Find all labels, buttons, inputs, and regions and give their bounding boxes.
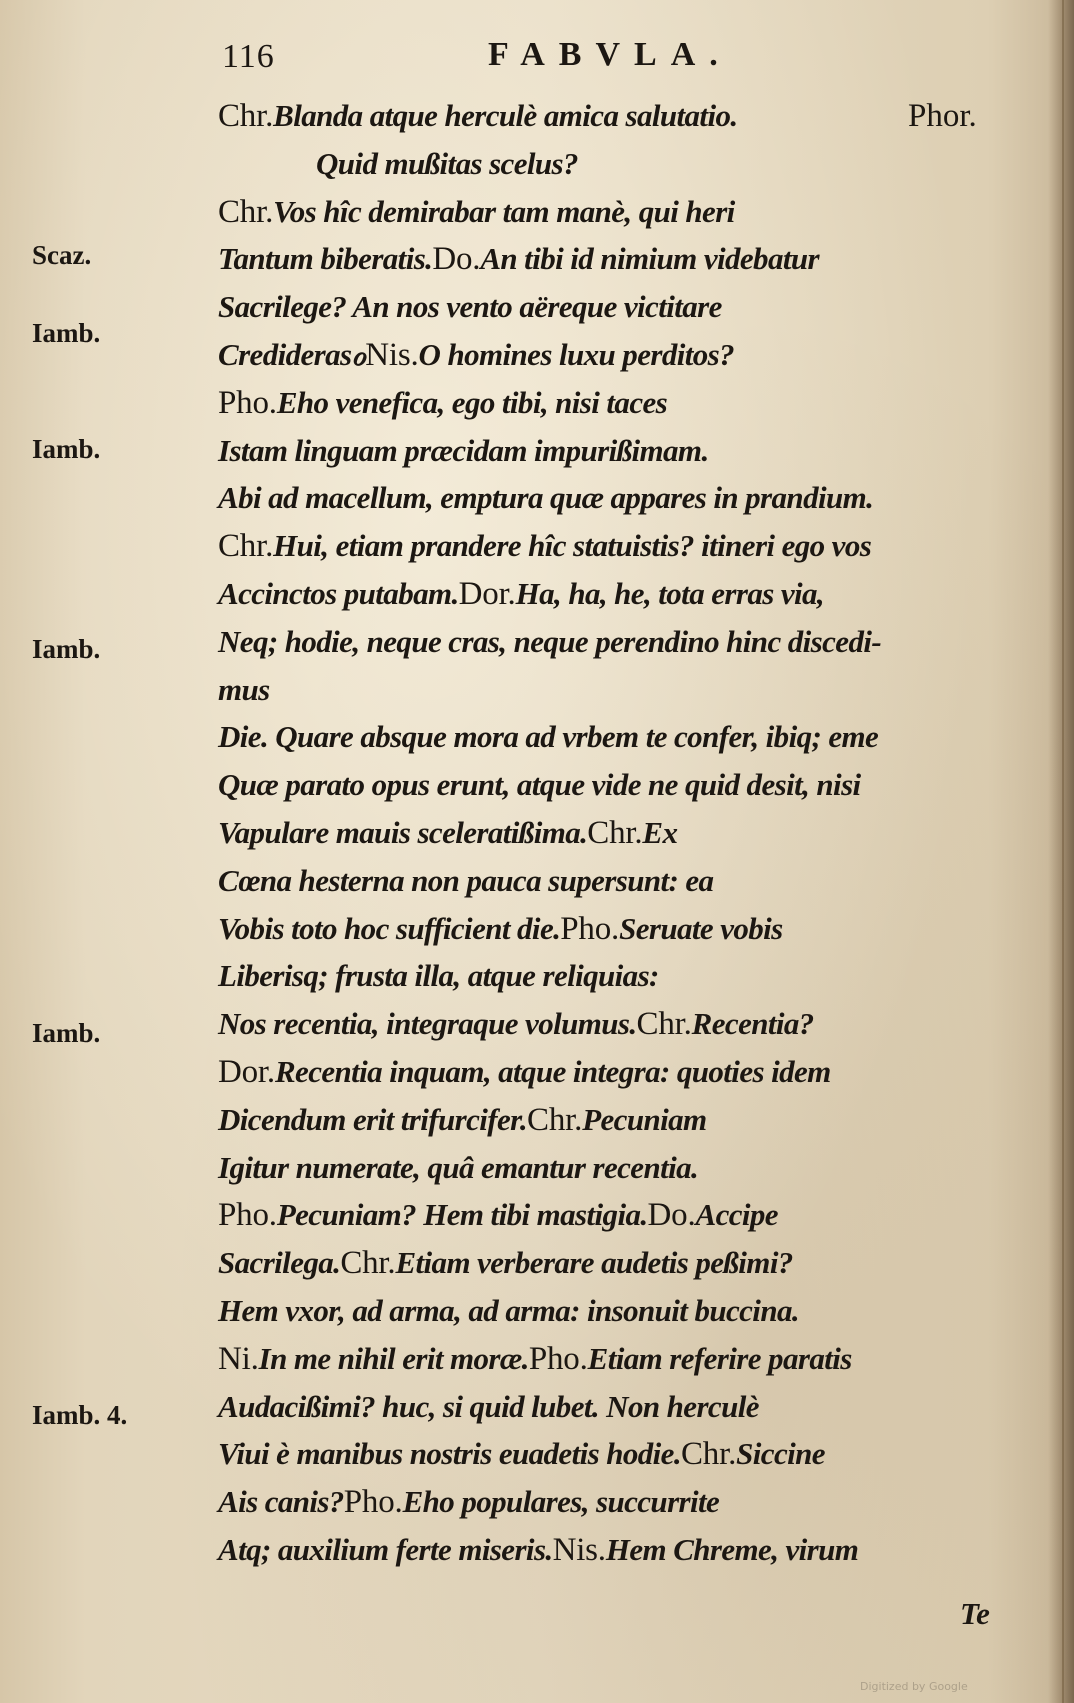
digitization-watermark: Digitized by Google <box>860 1680 968 1693</box>
verse-text: Vos hîc demirabar tam manè, qui heri <box>273 194 735 229</box>
verse-text: Sacrilege? An nos vento aëreque victitare <box>218 289 722 324</box>
verse-line <box>218 427 709 475</box>
margin-note-iambic: Iamb. <box>32 634 101 664</box>
speaker-label: Pho. <box>560 911 620 947</box>
verse-line <box>218 1383 759 1431</box>
verse-line <box>218 283 722 331</box>
verse-line <box>218 1430 825 1478</box>
verse-line <box>218 1239 793 1287</box>
speaker-label: Chr. <box>340 1245 396 1281</box>
verse-text: Sacrilega. <box>218 1245 341 1280</box>
verse-line <box>218 952 659 1000</box>
verse-line <box>218 857 713 905</box>
verse-text: Vobis toto hoc sufficient die. <box>218 911 561 946</box>
speaker-label: Chr. <box>587 815 643 851</box>
margin-note-iambic: Iamb. <box>32 318 101 348</box>
verse-line <box>218 92 738 140</box>
verse-text: Siccine <box>736 1436 825 1471</box>
verse-text: Abi ad macellum, emptura quæ appares in prandium. <box>218 480 874 515</box>
margin-note-iambic: Iamb. <box>32 434 101 464</box>
verse-text: Eho populares, succurrite <box>402 1484 720 1519</box>
speaker-label: Do. <box>432 241 481 277</box>
verse-text: Die. Quare absque mora ad vrbem te confer, ibiq; eme <box>218 719 879 754</box>
verse-text: Ais canis? <box>218 1484 344 1519</box>
verse-line <box>218 761 861 809</box>
verse-text: Recentia? <box>691 1006 814 1041</box>
verse-text: Vapulare mauis sceleratißima. <box>218 815 588 850</box>
verse-line <box>218 618 881 666</box>
verse-line <box>218 474 873 522</box>
margin-note-scazon: Scaz. <box>32 240 92 270</box>
speaker-label: Chr. <box>680 1436 737 1472</box>
speaker-label: Chr. <box>218 194 274 230</box>
verse-text: Recentia inquam, atque integra: quoties idem <box>274 1054 831 1089</box>
verse-text: Etiam verberare audetis peßimi? <box>395 1245 793 1280</box>
verse-text: Viui è manibus nostris euadetis hodie. <box>218 1436 681 1471</box>
verse-text: Etiam referire paratis <box>587 1341 852 1376</box>
speaker-label: Nis. <box>365 337 419 373</box>
speaker-label-phor: Phor. <box>908 98 977 134</box>
verse-text: Tantum biberatis. <box>218 241 433 276</box>
verse-text: Ex <box>642 815 678 850</box>
verse-text: Pecuniam <box>582 1102 707 1137</box>
verse-line <box>218 713 878 761</box>
verse-text: Audacißimi? huc, si quid lubet. Non herculè <box>218 1389 759 1424</box>
verse-line <box>218 1335 852 1383</box>
catchword: Te <box>960 1596 990 1631</box>
verse-text: Hui, etiam prandere hîc statuistis? itineri ego vos <box>273 528 872 563</box>
verse-line <box>316 140 578 188</box>
page-edge-line <box>1062 0 1064 1703</box>
verse-text: Igitur numerate, quâ emantur recentia. <box>218 1150 699 1185</box>
page-edge-shadow <box>1048 0 1074 1703</box>
verse-line <box>218 522 871 570</box>
verse-text: O homines luxu perditos? <box>418 337 735 372</box>
verse-line <box>218 570 824 618</box>
verse-line <box>218 188 735 236</box>
verse-text: An tibi id nimium videbatur <box>480 241 819 276</box>
verse-line <box>218 1096 707 1144</box>
verse-text: Istam linguam præcidam impurißimam. <box>218 433 709 468</box>
verse-line <box>218 1048 831 1096</box>
verse-text: Dicendum erit trifurcifer. <box>218 1102 528 1137</box>
speaker-label: Do. <box>647 1197 696 1233</box>
verse-text: Ha, ha, he, tota erras via, <box>515 576 825 611</box>
speaker-label: Dor. <box>218 1054 275 1090</box>
verse-text: In me nihil erit moræ. <box>258 1341 529 1376</box>
verse-line <box>218 1191 778 1239</box>
verse-text: Blanda atque herculè amica salutatio. <box>273 98 738 133</box>
verse-text: Liberisq; frusta illa, atque reliquias: <box>218 958 659 993</box>
verse-text: Cœna hesterna non pauca supersunt: ea <box>218 863 714 898</box>
verse-text: Seruate vobis <box>619 911 783 946</box>
verse-text: Hem Chreme, virum <box>605 1532 859 1567</box>
running-head: FABVLA. <box>488 36 732 73</box>
verse-line <box>218 1287 799 1335</box>
verse-text: Accipe <box>695 1197 778 1232</box>
speaker-label: Chr. <box>636 1006 692 1042</box>
speaker-label: Ni. <box>218 1341 259 1377</box>
speaker-label: Pho. <box>218 1197 277 1233</box>
verse-text: Quæ parato opus erunt, atque vide ne quid desit, nisi <box>218 767 861 802</box>
speaker-label: Pho. <box>528 1341 588 1377</box>
verse-text: Nos recentia, integraque volumus. <box>218 1006 637 1041</box>
verse-line <box>218 905 783 953</box>
verse-text: Atq; auxilium ferte miseris. <box>218 1532 553 1567</box>
margin-note-iambic-4: Iamb. 4. <box>32 1400 128 1430</box>
verse-line <box>218 809 677 857</box>
verse-line <box>218 235 819 283</box>
verse-line <box>218 331 734 379</box>
verse-line <box>218 666 270 714</box>
verse-text: Quid mußitas scelus? <box>316 146 578 181</box>
speaker-label: Dor. <box>458 576 516 612</box>
verse-text: Accinctos putabam. <box>218 576 459 611</box>
verse-line <box>218 1526 858 1574</box>
speaker-label: Chr. <box>218 98 274 134</box>
verse-line <box>218 1144 698 1192</box>
margin-note-iambic: Iamb. <box>32 1018 101 1048</box>
verse-text: mus <box>218 672 270 707</box>
verse-text: Crediderasℴ <box>218 337 366 372</box>
verse-text: Hem vxor, ad arma, ad arma: insonuit buccina. <box>218 1293 800 1328</box>
page-number: 116 <box>222 38 275 75</box>
speaker-label: Nis. <box>552 1532 606 1568</box>
speaker-label: Chr. <box>527 1102 583 1138</box>
verse-line <box>218 379 667 427</box>
verse-line <box>218 1000 814 1048</box>
verse-text: Eho venefica, ego tibi, nisi taces <box>276 385 668 420</box>
speaker-label: Pho. <box>218 385 277 421</box>
speaker-label: Chr. <box>218 528 274 564</box>
verse-line <box>218 1478 719 1526</box>
speaker-label: Pho. <box>343 1484 403 1520</box>
verse-text: Neq; hodie, neque cras, neque perendino hinc discedi- <box>218 624 882 659</box>
verse-text: Pecuniam? Hem tibi mastigia. <box>276 1197 648 1232</box>
